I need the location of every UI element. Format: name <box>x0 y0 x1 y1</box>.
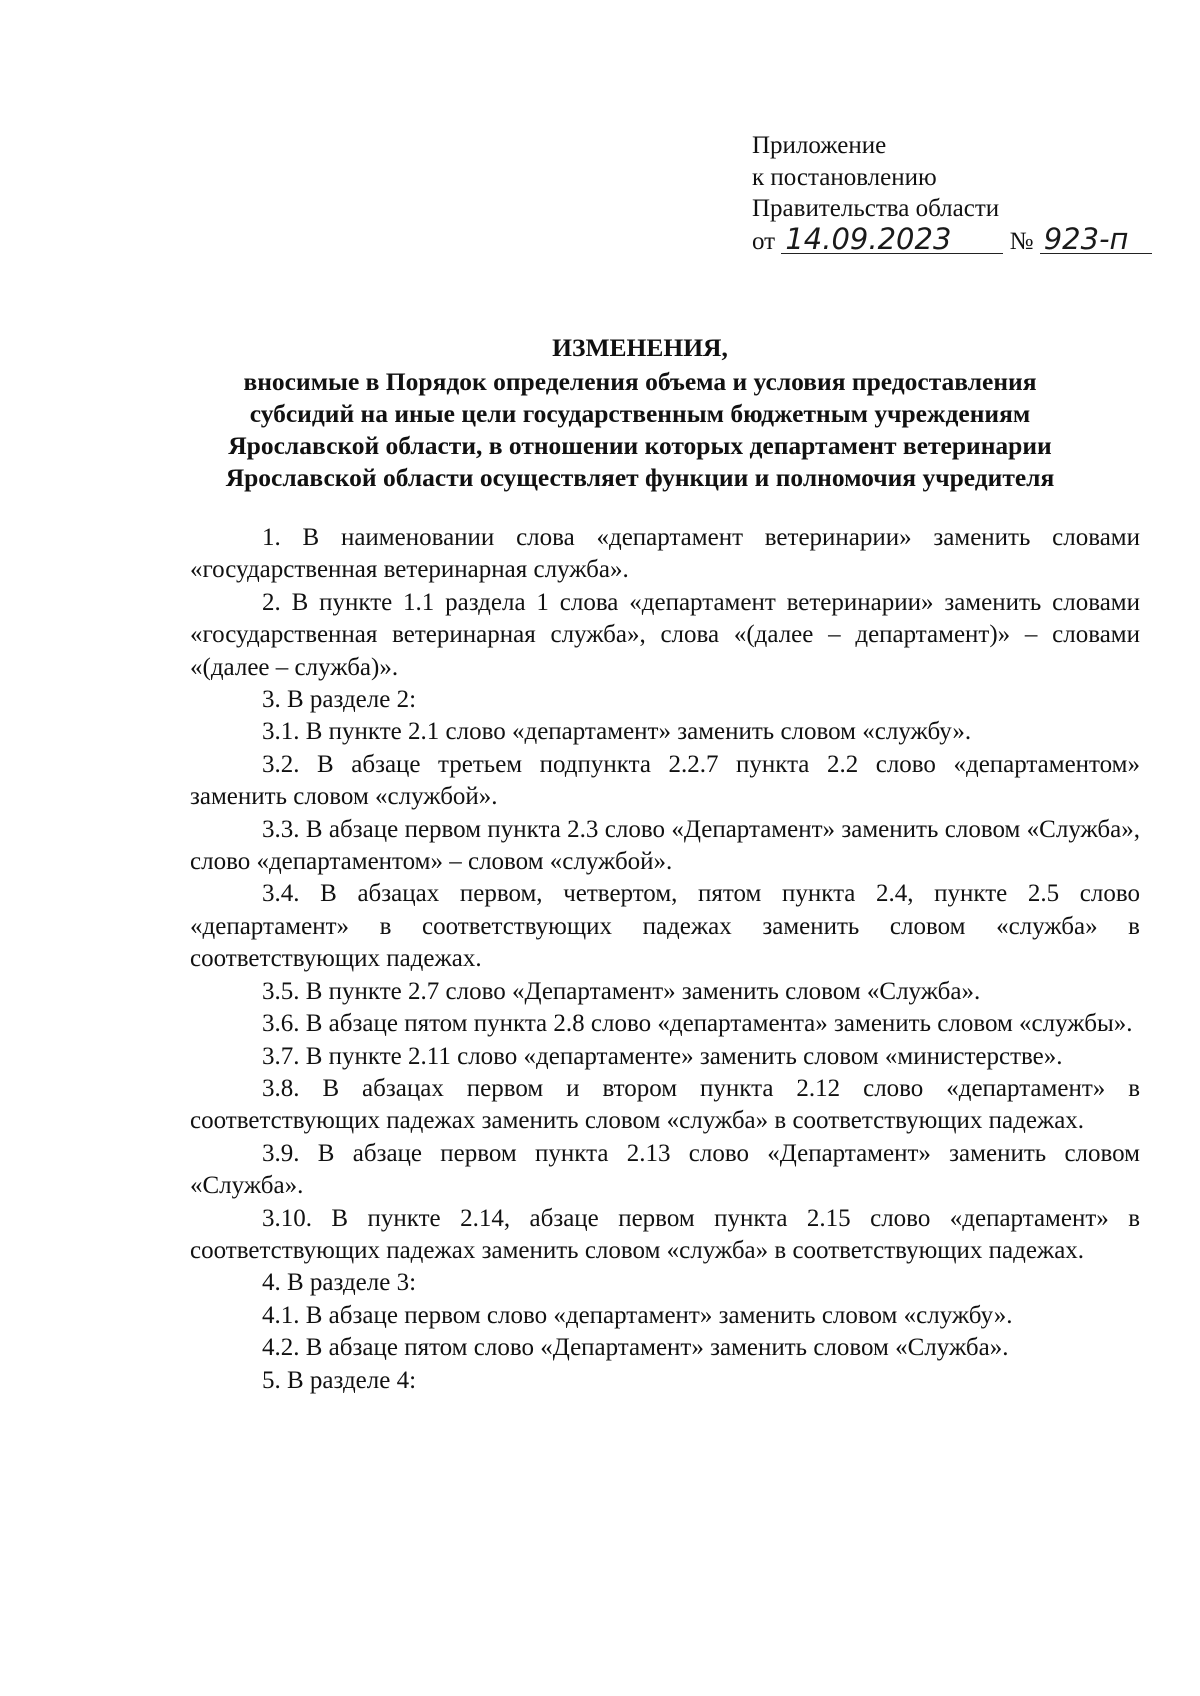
paragraph-3: 3. В разделе 2: <box>262 686 417 714</box>
subtitle-line-2: субсидий на иные цели государственным бюджетным учреждениям <box>249 399 1031 428</box>
paragraph-1: 1. В наименовании слова «департамент ветеринарии» заменить словами «государственная ветеринарная служба». <box>190 524 1140 584</box>
appendix-line-1: Приложение <box>752 132 887 159</box>
appendix-date-line <box>752 221 1152 258</box>
from-label: от <box>752 227 776 255</box>
paragraph-3-4: 3.4. В абзацах первом, четвертом, пятом пункта 2.4, пункте 2.5 слово «департамент» в соответствующих падежах заменить словом «служба» в соответствующих падежах. <box>190 880 1140 973</box>
document-title: ИЗМЕНЕНИЯ, <box>552 333 728 362</box>
subtitle-line-1: вносимые в Порядок определения объема и условия предоставления <box>243 367 1037 396</box>
paragraph-4-1: 4.1. В абзаце первом слово «департамент» заменить словом «службу». <box>262 1301 1013 1329</box>
subtitle-line-3: Ярославской области, в отношении которых департамент ветеринарии <box>228 431 1052 460</box>
subtitle-line-4: Ярославской области осуществляет функции и полномочия учредителя <box>225 463 1055 492</box>
document-title-block <box>140 332 1140 494</box>
paragraph-3-10: 3.10. В пункте 2.14, абзаце первом пункта 2.15 слово «департамент» в соответствующих падежах заменить словом «служба» в соответствующих падежах. <box>190 1204 1140 1264</box>
paragraph-3-3: 3.3. В абзаце первом пункта 2.3 слово «Департамент» заменить словом «Служба», слово «департаментом» – словом «службой». <box>190 815 1140 876</box>
paragraph-3-7: 3.7. В пункте 2.11 слово «департаменте» заменить словом «министерстве». <box>262 1042 1063 1070</box>
paragraph-3-8: 3.8. В абзацах первом и втором пункта 2.12 слово «департамент» в соответствующих падежах заменить словом «служба» в соответствующих падежах. <box>190 1074 1140 1135</box>
paragraph-2: 2. В пункте 1.1 раздела 1 слова «департамент ветеринарии» заменить словами «государственная ветеринарная служба», слова «(далее – департамент)» – словами «(далее – служба)». <box>190 588 1140 681</box>
appendix-line-3: Правительства области <box>752 195 1000 222</box>
document-body <box>190 522 1140 1397</box>
paragraph-3-5: 3.5. В пункте 2.7 слово «Департамент» заменить словом «Служба». <box>262 977 981 1005</box>
paragraph-3-1: 3.1. В пункте 2.1 слово «департамент» заменить словом «службу». <box>262 718 972 746</box>
handwritten-date: 14.09.2023 <box>781 225 1003 254</box>
paragraph-5: 5. В разделе 4: <box>262 1366 417 1394</box>
paragraph-3-6: 3.6. В абзаце пятом пункта 2.8 слово «департамента» заменить словом «службы». <box>262 1010 1133 1038</box>
paragraph-3-9: 3.9. В абзаце первом пункта 2.13 слово «Департамент» заменить словом «Служба». <box>190 1139 1140 1200</box>
paragraph-4-2: 4.2. В абзаце пятом слово «Департамент» заменить словом «Служба». <box>262 1334 1009 1362</box>
appendix-line-2: к постановлению <box>752 163 937 191</box>
number-label: № <box>1009 227 1034 255</box>
paragraph-3-2: 3.2. В абзаце третьем подпункта 2.2.7 пункта 2.2 слово «департаментом» заменить словом «службой». <box>190 750 1140 811</box>
appendix-header <box>752 130 1152 257</box>
handwritten-number: 923-п <box>1040 225 1152 254</box>
paragraph-4: 4. В разделе 3: <box>262 1269 417 1297</box>
